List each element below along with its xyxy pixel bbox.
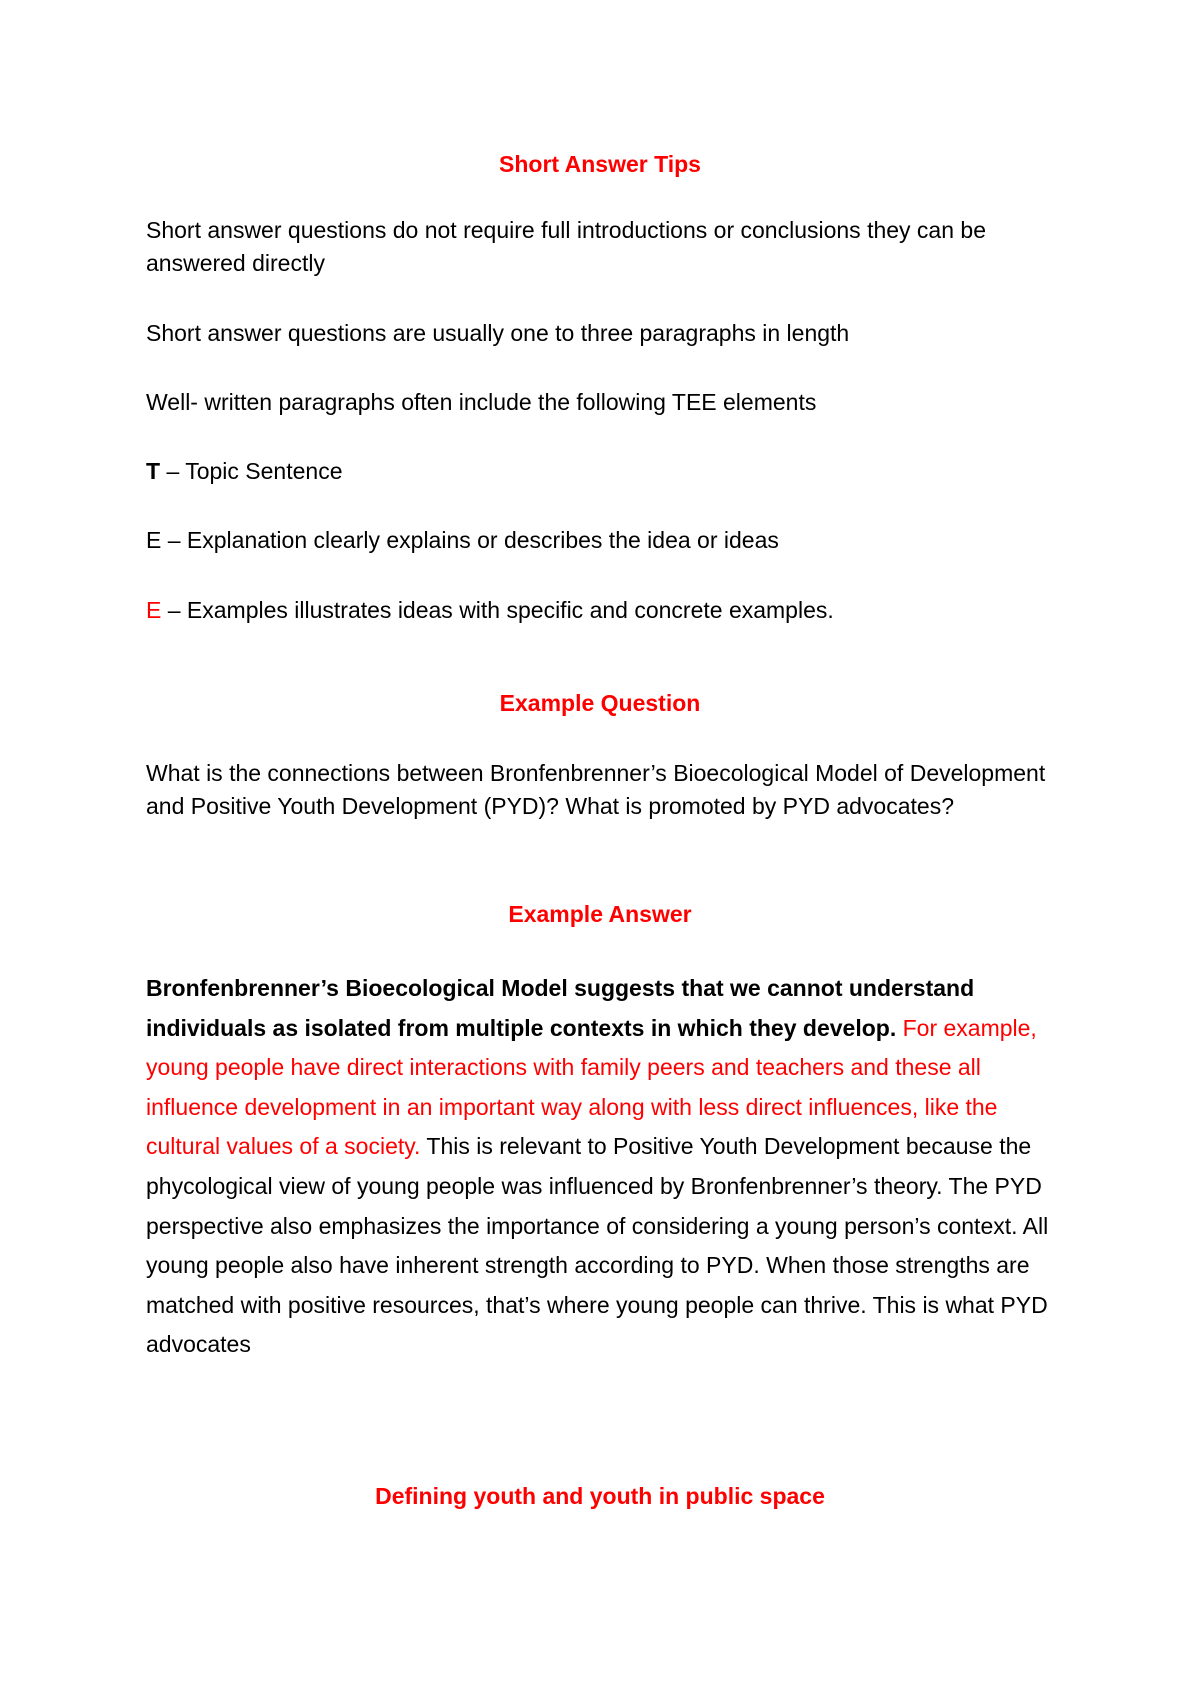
tee-letter: E	[146, 527, 162, 553]
example-question-text: What is the connections between Bronfenbrenner’s Bioecological Model of Development and Positive Youth Development (PYD)? What is promoted by PYD advocates?	[146, 760, 1046, 819]
tee-letter: E	[146, 597, 162, 623]
answer-topic-sentence: Bronfenbrenner’s Bioecological Model suggests that we cannot understand individuals as isolated from multiple contexts in which they develop.	[146, 975, 975, 1041]
tee-item-explanation	[146, 524, 1070, 557]
tee-text: – Explanation clearly explains or describes the idea or ideas	[161, 527, 779, 553]
example-answer-heading: Example Answer	[508, 901, 692, 927]
next-section-heading: Defining youth and youth in public space	[375, 1483, 825, 1509]
tips-paragraph-3: Well- written paragraphs often include the following TEE elements	[146, 389, 817, 415]
tips-heading: Short Answer Tips	[499, 151, 701, 177]
tee-text: – Topic Sentence	[160, 458, 343, 484]
example-question-heading: Example Question	[499, 690, 701, 716]
tee-item-examples	[146, 594, 1070, 627]
example-answer-paragraph	[146, 969, 1070, 1365]
answer-explanation-text: This is relevant to Positive Youth Development because the phycological view of young people was influenced by Bronfenbrenner’s theory. The PYD perspective also emphasizes the importance of considering a young person’s context. All young people also have inherent strength according to PYD. When those strengths are matched with positive resources, that’s where young people can thrive. This is what PYD advocates	[146, 1133, 1049, 1358]
tee-letter: T	[146, 458, 161, 484]
tips-paragraph-2: Short answer questions are usually one to three paragraphs in length	[146, 320, 850, 346]
tee-text: – Examples illustrates ideas with specific and concrete examples.	[161, 597, 834, 623]
tips-paragraph-1: Short answer questions do not require full introductions or conclusions they can be answered directly	[146, 217, 986, 276]
answer-example-text: For example, young people have direct interactions with family peers and teachers and these all influence development in an important way along with less direct influences, like the cultural values of a society.	[146, 1014, 1037, 1160]
tee-item-topic	[146, 455, 1070, 488]
